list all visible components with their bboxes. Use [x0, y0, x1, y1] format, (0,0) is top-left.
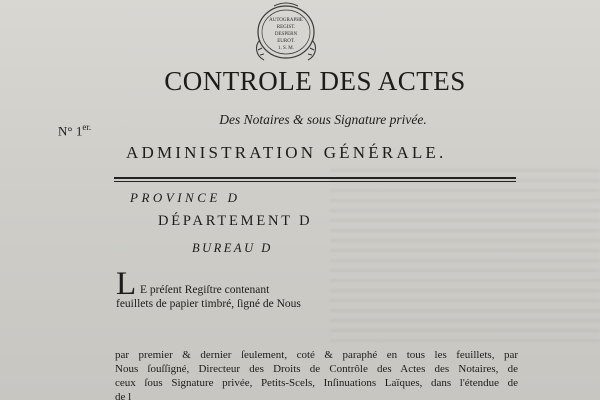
body-line-2: Nous ſouſſigné, Directeur des Droits de Contrôle des Actes des Notaires, de	[115, 363, 518, 375]
seal-line-1: AUTOGRAPHE	[269, 18, 303, 23]
register-number-suffix: er.	[82, 122, 92, 132]
body-line-1: par premier & dernier ſeulement, coté & paraphé en tous les feuillets, par	[115, 349, 518, 361]
document-subtitle: Des Notaires & sous Signature privée.	[219, 112, 427, 127]
administration-heading: ADMINISTRATION GÉNÉRALE.	[126, 143, 447, 162]
register-number-text: N° 1	[58, 123, 83, 139]
seal-line-5: 1. S. M.	[278, 46, 294, 51]
departement-field-label: DÉPARTEMENT D	[158, 213, 313, 229]
intro-line-2: feuillets de papier timbré, ſigné de Nous	[116, 298, 301, 310]
body-line-3: ceux ſous Signature privée, Petits-Scels, Inſinuations Laïques, dans l'étendue de	[115, 377, 518, 389]
body-line-4: de l	[115, 391, 132, 400]
seal-graphic	[246, 0, 326, 64]
drop-cap-letter: L	[116, 266, 137, 302]
intro-line-1: E préſent Regiſtre contenant	[140, 284, 270, 296]
seal-line-4: EUROT.	[277, 39, 295, 44]
seal-line-3: DESPERN	[274, 32, 298, 37]
seal-line-2: REGIST.	[276, 25, 296, 30]
province-field-label: PROVINCE D	[130, 190, 241, 205]
body-paragraph	[115, 348, 518, 400]
bureau-field-label: BUREAU D	[192, 241, 273, 255]
register-number	[58, 122, 91, 139]
document-title: CONTROLE DES ACTES	[164, 66, 466, 96]
show-through-text	[330, 170, 600, 350]
double-rule-divider	[114, 177, 516, 182]
tax-stamp-seal	[246, 0, 326, 64]
